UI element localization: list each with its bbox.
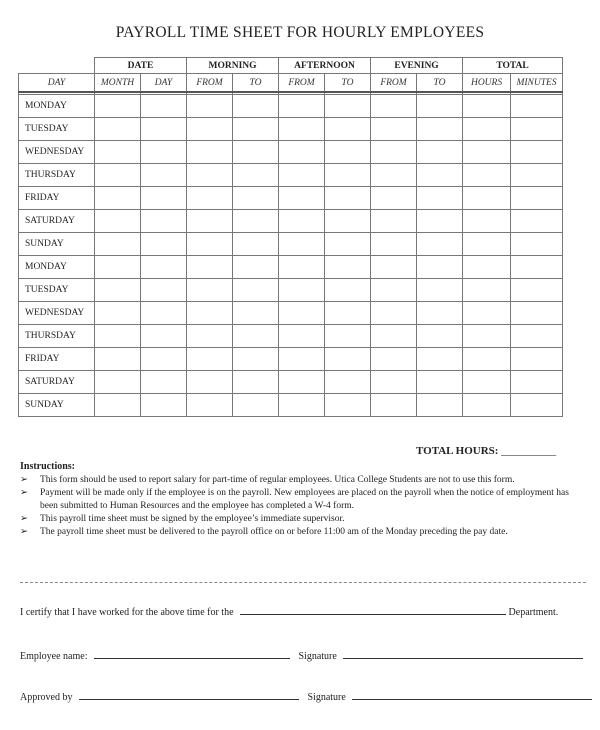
group-morning: MORNING (187, 58, 279, 74)
evening-to-cell[interactable] (417, 279, 463, 302)
morning-to-cell[interactable] (233, 141, 279, 164)
afternoon-to-cell[interactable] (325, 118, 371, 141)
day-name: WEDNESDAY (19, 302, 95, 325)
certify-text: I certify that I have worked for the above time for the (20, 607, 234, 618)
total-minutes-cell[interactable] (511, 187, 563, 210)
table-row (19, 233, 563, 256)
month-cell[interactable] (95, 371, 141, 394)
approved-line (20, 690, 592, 703)
col-evening-to: TO (417, 74, 463, 93)
arrow-bullet-icon: ➢ (20, 514, 28, 524)
arrow-bullet-icon: ➢ (20, 488, 28, 498)
col-total-minutes: MINUTES (511, 74, 563, 93)
morning-to-cell[interactable] (233, 348, 279, 371)
table-row (19, 394, 563, 417)
evening-from-cell[interactable] (371, 279, 417, 302)
employee-signature-label: Signature (298, 651, 337, 662)
instruction-item (20, 474, 580, 487)
date-day-cell[interactable] (141, 187, 187, 210)
afternoon-from-cell[interactable] (279, 164, 325, 187)
date-day-cell[interactable] (141, 371, 187, 394)
afternoon-from-cell[interactable] (279, 95, 325, 118)
date-day-cell[interactable] (141, 394, 187, 417)
col-afternoon-from: FROM (279, 74, 325, 93)
morning-from-cell[interactable] (187, 256, 233, 279)
morning-to-cell[interactable] (233, 164, 279, 187)
total-minutes-cell[interactable] (511, 394, 563, 417)
morning-from-cell[interactable] (187, 371, 233, 394)
table-row (19, 95, 563, 118)
month-cell[interactable] (95, 302, 141, 325)
month-cell[interactable] (95, 141, 141, 164)
morning-to-cell[interactable] (233, 371, 279, 394)
date-day-cell[interactable] (141, 325, 187, 348)
afternoon-from-cell[interactable] (279, 394, 325, 417)
col-date-day: DAY (141, 74, 187, 93)
day-name: MONDAY (19, 256, 95, 279)
employee-line (20, 649, 583, 662)
table-row (19, 141, 563, 164)
afternoon-to-cell[interactable] (325, 210, 371, 233)
evening-to-cell[interactable] (417, 233, 463, 256)
instruction-text: The payroll time sheet must be delivered to the payroll office on or before 11:00 am of the Monday preceding the pay date. (40, 527, 508, 537)
total-hours-cell[interactable] (463, 256, 511, 279)
group-header-row (19, 58, 563, 74)
month-cell[interactable] (95, 256, 141, 279)
afternoon-from-cell[interactable] (279, 187, 325, 210)
department-field[interactable] (240, 605, 506, 615)
afternoon-to-cell[interactable] (325, 394, 371, 417)
cut-line-divider (20, 582, 586, 583)
month-cell[interactable] (95, 187, 141, 210)
group-total: TOTAL (463, 58, 563, 74)
month-cell[interactable] (95, 210, 141, 233)
afternoon-to-cell[interactable] (325, 279, 371, 302)
evening-from-cell[interactable] (371, 187, 417, 210)
table-row (19, 348, 563, 371)
evening-to-cell[interactable] (417, 302, 463, 325)
col-afternoon-to: TO (325, 74, 371, 93)
day-name: FRIDAY (19, 187, 95, 210)
day-name: THURSDAY (19, 164, 95, 187)
evening-to-cell[interactable] (417, 394, 463, 417)
morning-from-cell[interactable] (187, 187, 233, 210)
total-minutes-cell[interactable] (511, 371, 563, 394)
total-hours-cell[interactable] (463, 348, 511, 371)
total-hours-cell[interactable] (463, 164, 511, 187)
afternoon-to-cell[interactable] (325, 164, 371, 187)
evening-to-cell[interactable] (417, 164, 463, 187)
evening-from-cell[interactable] (371, 141, 417, 164)
total-hours-cell[interactable] (463, 394, 511, 417)
table-row (19, 187, 563, 210)
evening-to-cell[interactable] (417, 325, 463, 348)
morning-from-cell[interactable] (187, 118, 233, 141)
col-month: MONTH (95, 74, 141, 93)
column-header-row (19, 74, 563, 93)
table-row (19, 256, 563, 279)
evening-from-cell[interactable] (371, 233, 417, 256)
evening-from-cell[interactable] (371, 95, 417, 118)
instruction-item (20, 487, 580, 513)
afternoon-to-cell[interactable] (325, 187, 371, 210)
morning-from-cell[interactable] (187, 394, 233, 417)
afternoon-from-cell[interactable] (279, 233, 325, 256)
total-hours-cell[interactable] (463, 233, 511, 256)
morning-from-cell[interactable] (187, 141, 233, 164)
afternoon-to-cell[interactable] (325, 325, 371, 348)
date-day-cell[interactable] (141, 95, 187, 118)
evening-from-cell[interactable] (371, 371, 417, 394)
employee-name-field[interactable] (94, 649, 290, 659)
month-cell[interactable] (95, 118, 141, 141)
morning-to-cell[interactable] (233, 256, 279, 279)
afternoon-to-cell[interactable] (325, 256, 371, 279)
instruction-text: This payroll time sheet must be signed by the employee’s immediate supervisor. (40, 514, 345, 524)
month-cell[interactable] (95, 164, 141, 187)
date-day-cell[interactable] (141, 118, 187, 141)
instruction-item (20, 526, 580, 539)
total-minutes-cell[interactable] (511, 256, 563, 279)
total-minutes-cell[interactable] (511, 210, 563, 233)
afternoon-to-cell[interactable] (325, 302, 371, 325)
group-date: DATE (95, 58, 187, 74)
evening-from-cell[interactable] (371, 302, 417, 325)
month-cell[interactable] (95, 394, 141, 417)
certify-line (20, 605, 558, 618)
evening-from-cell[interactable] (371, 325, 417, 348)
afternoon-to-cell[interactable] (325, 141, 371, 164)
morning-from-cell[interactable] (187, 325, 233, 348)
day-name: MONDAY (19, 95, 95, 118)
evening-to-cell[interactable] (417, 187, 463, 210)
day-name: SUNDAY (19, 233, 95, 256)
table-row (19, 279, 563, 302)
afternoon-from-cell[interactable] (279, 371, 325, 394)
morning-to-cell[interactable] (233, 394, 279, 417)
group-evening: EVENING (371, 58, 463, 74)
month-cell[interactable] (95, 348, 141, 371)
table-row (19, 164, 563, 187)
total-hours-cell[interactable] (463, 141, 511, 164)
evening-to-cell[interactable] (417, 95, 463, 118)
evening-to-cell[interactable] (417, 210, 463, 233)
date-day-cell[interactable] (141, 164, 187, 187)
total-hours (416, 445, 556, 457)
col-day: DAY (19, 74, 95, 93)
day-name: SATURDAY (19, 210, 95, 233)
afternoon-from-cell[interactable] (279, 256, 325, 279)
total-hours-cell[interactable] (463, 210, 511, 233)
total-hours-cell[interactable] (463, 302, 511, 325)
morning-to-cell[interactable] (233, 95, 279, 118)
date-day-cell[interactable] (141, 348, 187, 371)
evening-to-cell[interactable] (417, 118, 463, 141)
total-minutes-cell[interactable] (511, 164, 563, 187)
afternoon-from-cell[interactable] (279, 141, 325, 164)
department-label: Department. (508, 607, 559, 618)
afternoon-from-cell[interactable] (279, 325, 325, 348)
afternoon-from-cell[interactable] (279, 210, 325, 233)
afternoon-from-cell[interactable] (279, 348, 325, 371)
afternoon-to-cell[interactable] (325, 233, 371, 256)
total-minutes-cell[interactable] (511, 118, 563, 141)
instruction-text: Payment will be made only if the employee is on the payroll. New employees are placed on the payroll when the notice of employment has been submitted to Human Resources and the employee has completed a W-4 form. (40, 488, 569, 511)
morning-to-cell[interactable] (233, 302, 279, 325)
morning-to-cell[interactable] (233, 187, 279, 210)
date-day-cell[interactable] (141, 256, 187, 279)
morning-from-cell[interactable] (187, 302, 233, 325)
morning-to-cell[interactable] (233, 233, 279, 256)
day-name: SATURDAY (19, 371, 95, 394)
total-minutes-cell[interactable] (511, 348, 563, 371)
arrow-bullet-icon: ➢ (20, 527, 28, 537)
table-row (19, 210, 563, 233)
evening-from-cell[interactable] (371, 394, 417, 417)
employee-signature-field[interactable] (343, 649, 583, 659)
approver-signature-field[interactable] (352, 690, 592, 700)
day-name: THURSDAY (19, 325, 95, 348)
morning-from-cell[interactable] (187, 233, 233, 256)
table-row (19, 371, 563, 394)
morning-to-cell[interactable] (233, 325, 279, 348)
table-row (19, 302, 563, 325)
morning-to-cell[interactable] (233, 118, 279, 141)
instructions-heading: Instructions: (20, 461, 76, 472)
total-hours-cell[interactable] (463, 187, 511, 210)
morning-from-cell[interactable] (187, 164, 233, 187)
month-cell[interactable] (95, 279, 141, 302)
evening-from-cell[interactable] (371, 210, 417, 233)
col-morning-to: TO (233, 74, 279, 93)
evening-from-cell[interactable] (371, 118, 417, 141)
morning-from-cell[interactable] (187, 210, 233, 233)
date-day-cell[interactable] (141, 233, 187, 256)
day-name: WEDNESDAY (19, 141, 95, 164)
morning-to-cell[interactable] (233, 279, 279, 302)
col-morning-from: FROM (187, 74, 233, 93)
timesheet-table (18, 57, 563, 417)
evening-from-cell[interactable] (371, 256, 417, 279)
day-rows (19, 92, 563, 417)
total-minutes-cell[interactable] (511, 95, 563, 118)
morning-from-cell[interactable] (187, 348, 233, 371)
total-hours-cell[interactable] (463, 118, 511, 141)
total-hours-cell[interactable] (463, 325, 511, 348)
date-day-cell[interactable] (141, 141, 187, 164)
morning-from-cell[interactable] (187, 95, 233, 118)
total-hours-label: TOTAL HOURS: (416, 445, 499, 457)
group-afternoon: AFTERNOON (279, 58, 371, 74)
col-evening-from: FROM (371, 74, 417, 93)
instruction-text: This form should be used to report salary for part-time of regular employees. Utica College Students are not to use this form. (40, 475, 515, 485)
afternoon-from-cell[interactable] (279, 279, 325, 302)
arrow-bullet-icon: ➢ (20, 475, 28, 485)
afternoon-to-cell[interactable] (325, 95, 371, 118)
month-cell[interactable] (95, 233, 141, 256)
evening-to-cell[interactable] (417, 348, 463, 371)
total-minutes-cell[interactable] (511, 302, 563, 325)
table-row (19, 325, 563, 348)
page-title: PAYROLL TIME SHEET FOR HOURLY EMPLOYEES (115, 24, 485, 41)
evening-to-cell[interactable] (417, 141, 463, 164)
approved-by-label: Approved by (20, 692, 73, 703)
month-cell[interactable] (95, 95, 141, 118)
total-minutes-cell[interactable] (511, 325, 563, 348)
total-minutes-cell[interactable] (511, 233, 563, 256)
total-hours-cell[interactable] (463, 279, 511, 302)
total-minutes-cell[interactable] (511, 141, 563, 164)
month-cell[interactable] (95, 325, 141, 348)
evening-to-cell[interactable] (417, 371, 463, 394)
day-name: SUNDAY (19, 394, 95, 417)
blank-corner (19, 58, 95, 74)
approved-by-field[interactable] (79, 690, 299, 700)
date-day-cell[interactable] (141, 302, 187, 325)
afternoon-from-cell[interactable] (279, 118, 325, 141)
morning-to-cell[interactable] (233, 210, 279, 233)
approver-signature-label: Signature (307, 692, 346, 703)
evening-from-cell[interactable] (371, 164, 417, 187)
total-minutes-cell[interactable] (511, 279, 563, 302)
total-hours-cell[interactable] (463, 371, 511, 394)
employee-name-label: Employee name: (20, 651, 88, 662)
date-day-cell[interactable] (141, 210, 187, 233)
afternoon-from-cell[interactable] (279, 302, 325, 325)
day-name: TUESDAY (19, 279, 95, 302)
col-total-hours: HOURS (463, 74, 511, 93)
day-name: FRIDAY (19, 348, 95, 371)
day-name: TUESDAY (19, 118, 95, 141)
total-hours-field[interactable]: __________ (501, 445, 557, 457)
evening-to-cell[interactable] (417, 256, 463, 279)
instructions (20, 460, 580, 539)
evening-from-cell[interactable] (371, 348, 417, 371)
afternoon-to-cell[interactable] (325, 371, 371, 394)
instruction-item (20, 513, 580, 526)
morning-from-cell[interactable] (187, 279, 233, 302)
date-day-cell[interactable] (141, 279, 187, 302)
table-row (19, 118, 563, 141)
afternoon-to-cell[interactable] (325, 348, 371, 371)
total-hours-cell[interactable] (463, 95, 511, 118)
